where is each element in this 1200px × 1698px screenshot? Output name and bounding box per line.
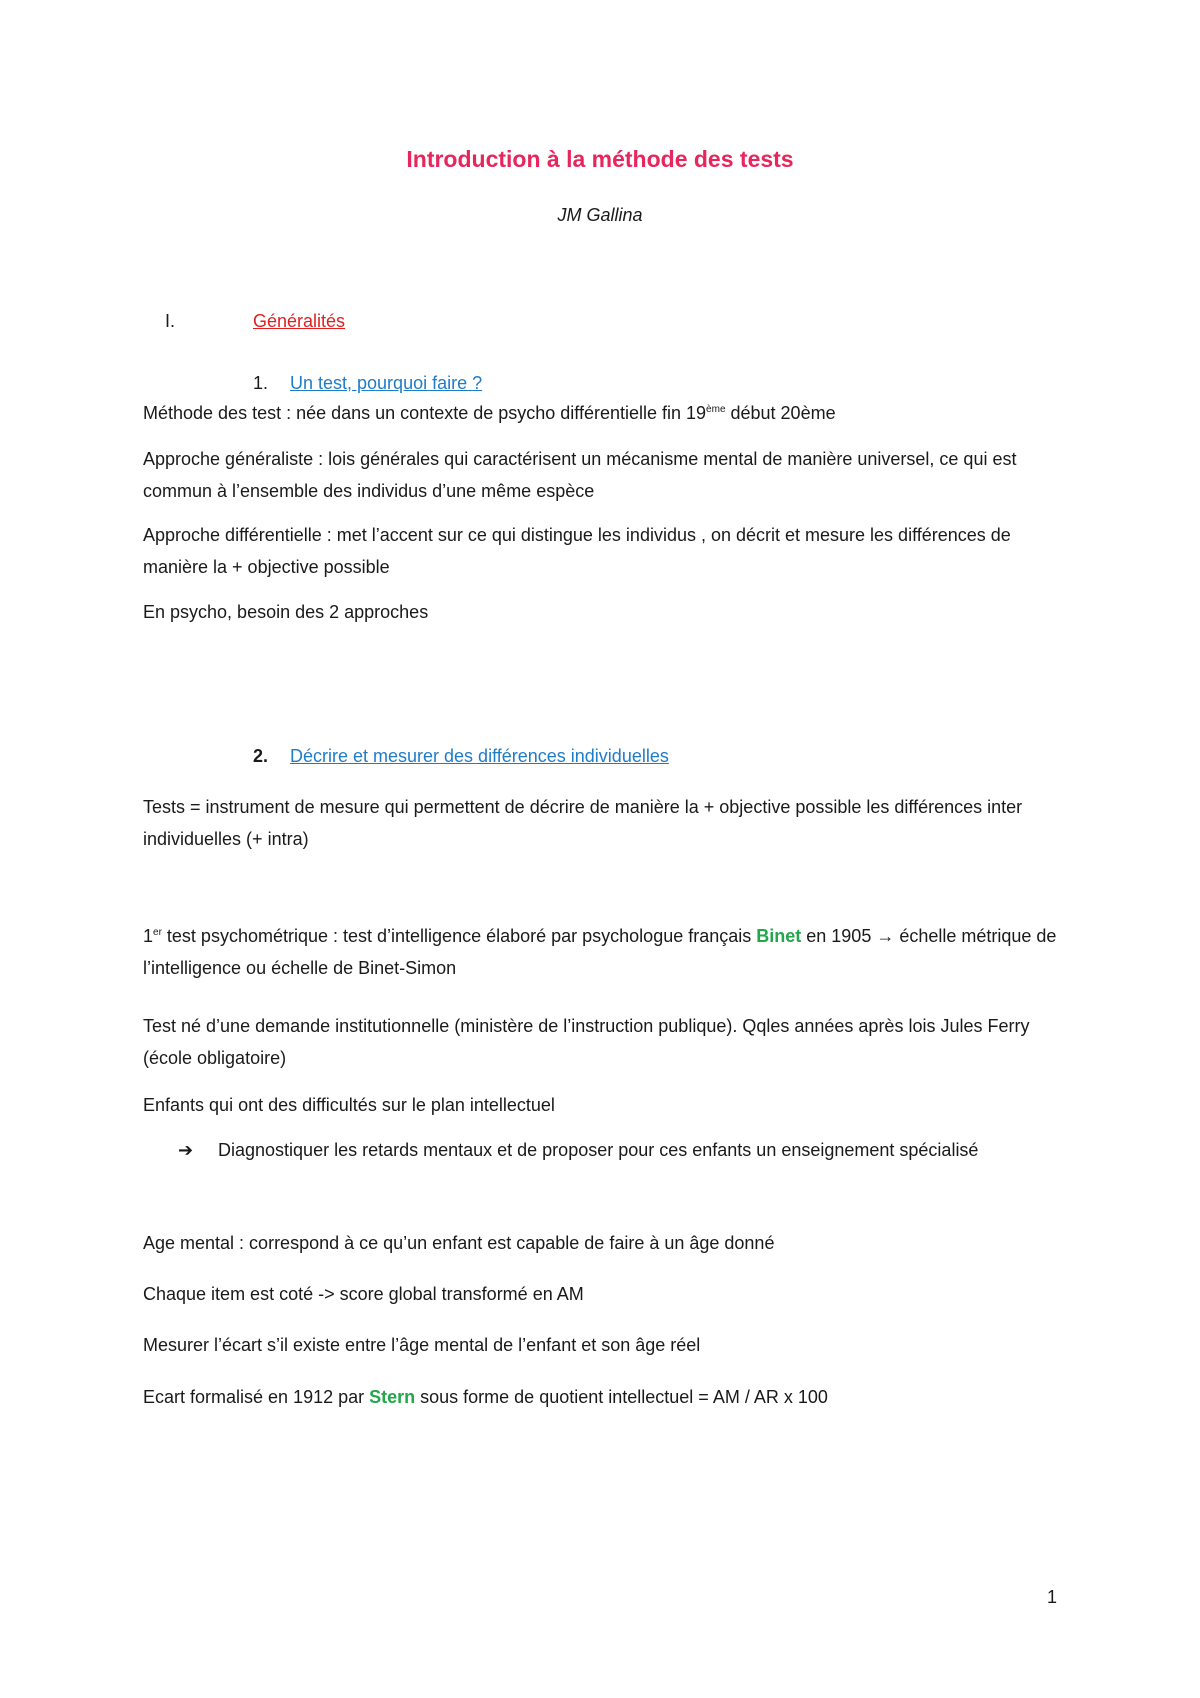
paragraph-ecart: Ecart formalisé en 1912 par Stern sous forme de quotient intellectuel = AM / AR x 100 [143, 1387, 828, 1407]
name-stern: Stern [369, 1387, 416, 1407]
document-title: Introduction à la méthode des tests [406, 146, 794, 172]
paragraph-approche-differentielle: Approche différentielle : met l’accent sur ce qui distingue les individus , on décrit et mesure les différences de manière la + objective possible [143, 525, 1011, 577]
bullet-text: Diagnostiquer les retards mentaux et de proposer pour ces enfants un enseignement spécialisé [218, 1140, 979, 1160]
subsection-1-title: Un test, pourquoi faire ? [290, 373, 483, 393]
paragraph-approche-generaliste: Approche généraliste : lois générales qui caractérisent un mécanisme mental de manière universel, ce qui est commun à l’ensemble des individus d’une même espèce [143, 449, 1017, 501]
page-number: 1 [1046, 1587, 1057, 1607]
subsection-2-title: Décrire et mesurer des différences individuelles [290, 746, 669, 766]
paragraph-premier-test: 1er test psychométrique : test d’intelligence élaboré par psychologue français Binet en 1905 → échelle métrique de l’intelligence ou échelle de Binet-Simon [143, 926, 1057, 978]
paragraph-enfants: Enfants qui ont des difficultés sur le plan intellectuel [143, 1095, 555, 1115]
paragraph-besoin: En psycho, besoin des 2 approches [143, 602, 429, 622]
name-binet: Binet [756, 926, 802, 946]
subsection-1-number: 1. [253, 373, 269, 393]
paragraph-mesurer: Mesurer l’écart s’il existe entre l’âge mental de l’enfant et son âge réel [143, 1335, 701, 1355]
document-author: JM Gallina [557, 205, 643, 225]
subsection-2-number: 2. [253, 746, 269, 766]
paragraph-age-mental: Age mental : correspond à ce qu’un enfant est capable de faire à un âge donné [143, 1233, 775, 1253]
arrow-bullet-icon: ➔ [178, 1140, 194, 1160]
paragraph-tests: Tests = instrument de mesure qui permettent de décrire de manière la + objective possible les différences inter individuelles (+ intra) [143, 797, 1023, 849]
section-title: Généralités [253, 311, 346, 331]
paragraph-methode: Méthode des test : née dans un contexte de psycho différentielle fin 19ème début 20ème [143, 403, 836, 423]
section-number: I. [165, 311, 176, 331]
arrow-icon: → [876, 926, 895, 946]
paragraph-test-ne: Test né d’une demande institutionnelle (ministère de l’instruction publique). Qqles années après lois Jules Ferry (école obligatoire) [143, 1016, 1030, 1068]
paragraph-chaque-item: Chaque item est coté -> score global transformé en AM [143, 1284, 584, 1304]
